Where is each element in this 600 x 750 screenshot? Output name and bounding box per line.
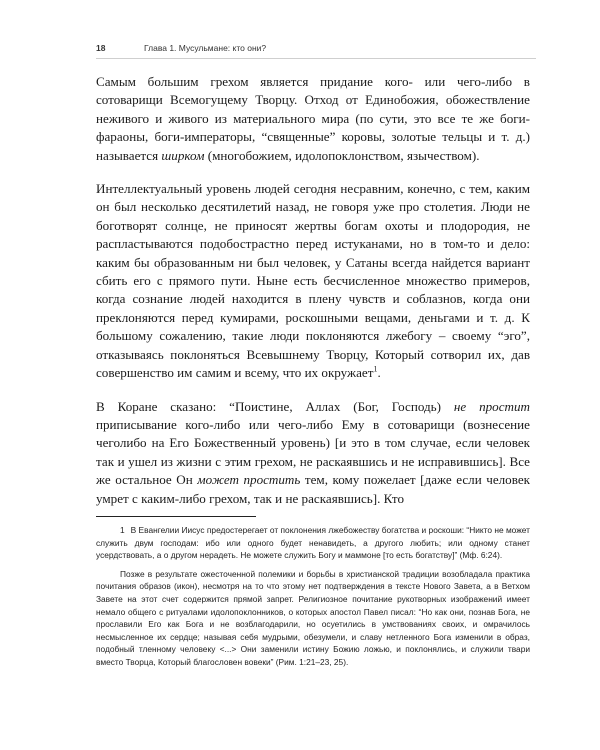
footnote-mark: 1 bbox=[120, 525, 125, 535]
page-number: 18 bbox=[96, 43, 106, 53]
emphasis-may-forgive: может простить bbox=[197, 472, 301, 488]
running-header bbox=[96, 43, 536, 53]
header-rule bbox=[96, 58, 536, 59]
main-text bbox=[96, 73, 530, 508]
footnote-1-continued: Позже в результате ожесточенной полемики и борьбы в христианской традиции возобладала практика почитания образов (икон), несмотря на то что этому нет подтверждения в тексте Нового Завета, а в Ветхом Завете на этот счет содержится прямой запрет. Религиозное почитание рукотворных изображений имеет немало общего с ритуалами идолопоклонников, о которых апостол Павел писал: “Но как они, познав Бога, не прославили Его как Бога и не возблагодарили, но осуетились в умствованиях своих, и омрачилось несмысленное их сердце; называя себя мудрыми, обезумели, и славу нетленного Бога изменили в образ, подобный тленному человеку <...> Они заменили истину Божию ложью, и поклонялись, и служили твари вместо Творца, Который благословен вовеки” (Рим. 1:21–23, 25). bbox=[96, 568, 530, 667]
footnote-1: 1 В Евангелии Иисус предостерегает от поклонения лжебожеству богатства и роскоши: “Никто не может служить двум господам: ибо или одного будет ненавидеть, а другого любить; или одному станет усердствовать, а о другом нерадеть. Не можете служить Богу и маммоне [то есть богатству]” (Мф. 6:24). bbox=[96, 525, 530, 561]
footnote-rule bbox=[96, 516, 256, 517]
term-shirk: ширком bbox=[161, 147, 205, 163]
emphasis-will-not-forgive: не простит bbox=[453, 398, 530, 414]
paragraph-3: В Коране сказано: “Поистине, Аллах (Бог, Господь) не простит приписывание кого-либо или чего-либо Ему в сотоварищи (вознесение чеголибо на Его Божественный уровень) [и это в том случае, если человек так и ушел из жизни с этим грехом, не раскаявшись и не исправившись]. Все же остальное Он может простить тем, кому пожелает [даже если человек умрет с каким-либо грехом, так и не раскаявшись]. Кто bbox=[96, 398, 530, 506]
footnotes bbox=[96, 524, 530, 675]
paragraph-1: Самым большим грехом является придание кого- или чего-либо в сотоварищи Всемогущему Творцу. Отход от Единобожия, обожествление неживого и живого из материального мира (по сути, это все те же боги-фараоны, боги-императоры, “священные” коровы, золотые тельцы и т. д.) называется ширком (многобожием, идолопоклонством, язычеством). bbox=[96, 74, 530, 163]
footnote-ref-1[interactable]: 1 bbox=[373, 364, 378, 374]
paragraph-2: Интеллектуальный уровень людей сегодня несравним, конечно, с тем, каким он был несколько десятилетий назад, не говоря уже про столетия. Люди не боготворят солнце, не приносят жертвы богам охоты и плодородия, не распластываются подобострастно перед истуканами, но в том-то и дело: каким бы образованным ни был человек, у Сатаны всегда найдется вариант сбить его с прямого пути. Ныне есть бесчисленное множество примеров, когда сознание людей находится в плену чувств и соблазнов, когда они преклоняются перед кумирами, роскошными вещами, деньгами и т. д. К большому сожалению, такие люди поклоняются лжебогу – своему “эго”, отказываясь поклоняться Всевышнему Творцу, Который сотворил их, дав совершенство им самим и всему, что их окружает$^1$. bbox=[96, 181, 530, 381]
chapter-title: Глава 1. Мусульмане: кто они? bbox=[144, 43, 267, 53]
